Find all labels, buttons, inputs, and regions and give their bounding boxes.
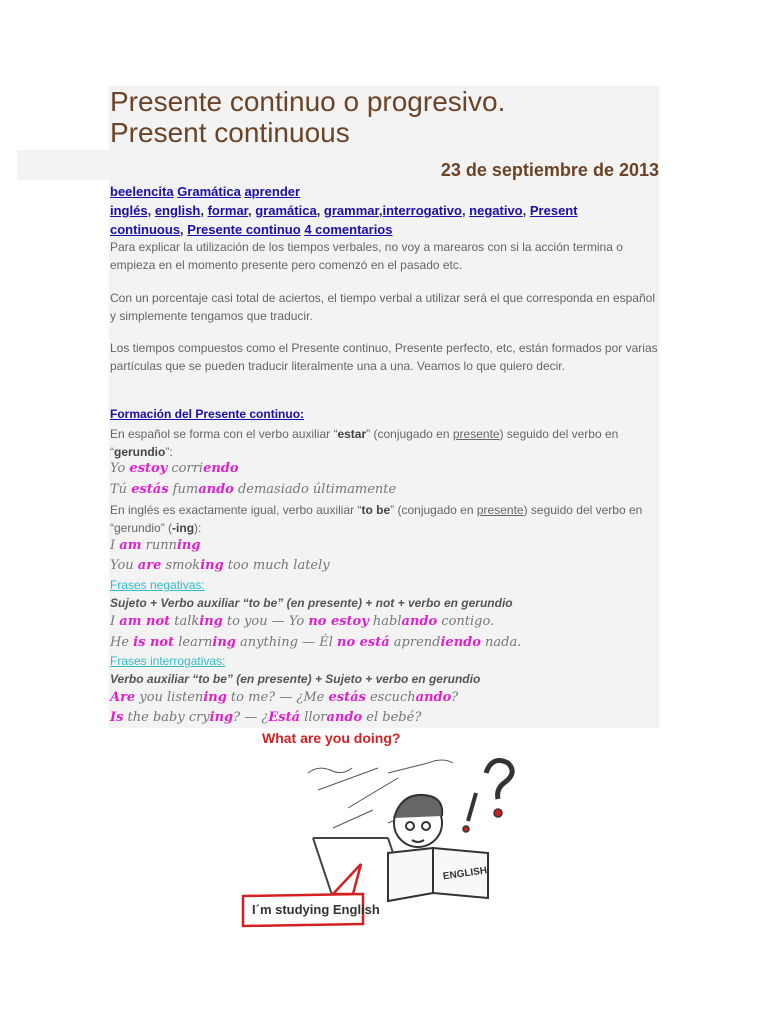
interrogative-heading[interactable]: Frases interrogativas: (110, 654, 226, 668)
spanish-example-1: Yo estoy corriendo (110, 461, 239, 476)
question-caption: What are you doing? (262, 730, 401, 746)
interrogative-example-2: Is the baby crying? — ¿Está llorando el bebé? (110, 710, 422, 725)
label-link[interactable]: aprender (244, 184, 301, 199)
label-link[interactable]: Presente continuo (187, 222, 301, 237)
label-link[interactable]: english (154, 203, 201, 218)
label-link[interactable]: formar (207, 203, 249, 218)
formation-heading[interactable]: Formación del Presente continuo: (110, 407, 305, 421)
label-link[interactable]: negativo (469, 203, 523, 218)
negative-example-2: He is not learning anything — Él no está aprendiendo nada. (110, 635, 522, 650)
label-link[interactable]: grammar (323, 203, 379, 218)
english-rule: En inglés es exactamente igual, verbo auxiliar “to be” (conjugado en presente) seguido del verbo en “gerundio” (-ing): (110, 503, 643, 535)
interrogative-rule: Verbo auxiliar “to be” (en presente) + Sujeto + verbo en gerundio (110, 672, 481, 686)
label-link[interactable]: Gramática (177, 184, 241, 199)
english-example-1: I am running (110, 538, 201, 553)
svg-text:ENGLISH: ENGLISH (442, 865, 488, 883)
post-labels: beelencita Gramática aprender inglés, english, formar, gramática, grammar,interrogativo, negativo, Present continuous, Presente continuo 4 comentarios (110, 184, 578, 237)
post-date: 23 de septiembre de 2013 (440, 160, 659, 180)
studying-cartoon-illustration (238, 728, 538, 933)
post-title (110, 86, 655, 148)
title-line-2: Present continuous (110, 117, 350, 148)
label-link[interactable]: Present (529, 203, 578, 218)
interrogative-example-1: Are you listening to me? — ¿Me estás escuchando? (110, 690, 459, 705)
label-link[interactable]: interrogativo (382, 203, 462, 218)
paragraph-2: Con un porcentaje casi total de aciertos, el tiempo verbal a utilizar será el que corresponda en español y simplemente tengamos que traducir. (110, 291, 655, 323)
label-link[interactable]: continuous (110, 222, 181, 237)
spanish-rule: En español se forma con el verbo auxiliar “estar” (conjugado en presente) seguido del verbo en “gerundio”: (110, 427, 619, 459)
title-line-1: Presente continuo o progresivo. (110, 86, 506, 117)
question-exclamation-marks (463, 761, 512, 832)
label-link[interactable]: inglés (110, 203, 148, 218)
svg-text:I´m studying English: I´m studying English (252, 902, 380, 917)
english-book (388, 848, 488, 901)
negative-rule: Sujeto + Verbo auxiliar “to be” (en presente) + not + verbo en gerundio (110, 596, 513, 610)
comments-link[interactable]: 4 comentarios (304, 222, 393, 237)
author-link[interactable]: beelencita (110, 184, 174, 199)
paragraph-3: Los tiempos compuestos como el Presente continuo, Presente perfecto, etc, están formados por varias partículas que se pueden traducir literalmente una a una. Veamos lo que quiero decir. (110, 341, 658, 373)
boy (394, 795, 442, 847)
negative-heading[interactable]: Frases negativas: (110, 578, 205, 592)
paragraph-1: Para explicar la utilización de los tiempos verbales, no voy a marearos con si la acción termina o empieza en el momento presente pero comenzó en el pasado etc. (110, 240, 623, 272)
answer-bubble (243, 864, 380, 926)
english-example-2: You are smoking too much lately (110, 558, 330, 573)
spanish-example-2: Tú estás fumando demasiado últimamente (110, 482, 397, 497)
label-link[interactable]: gramática (255, 203, 317, 218)
side-band (17, 150, 112, 180)
negative-example-1: I am not talking to you — Yo no estoy hablando contigo. (110, 614, 495, 629)
